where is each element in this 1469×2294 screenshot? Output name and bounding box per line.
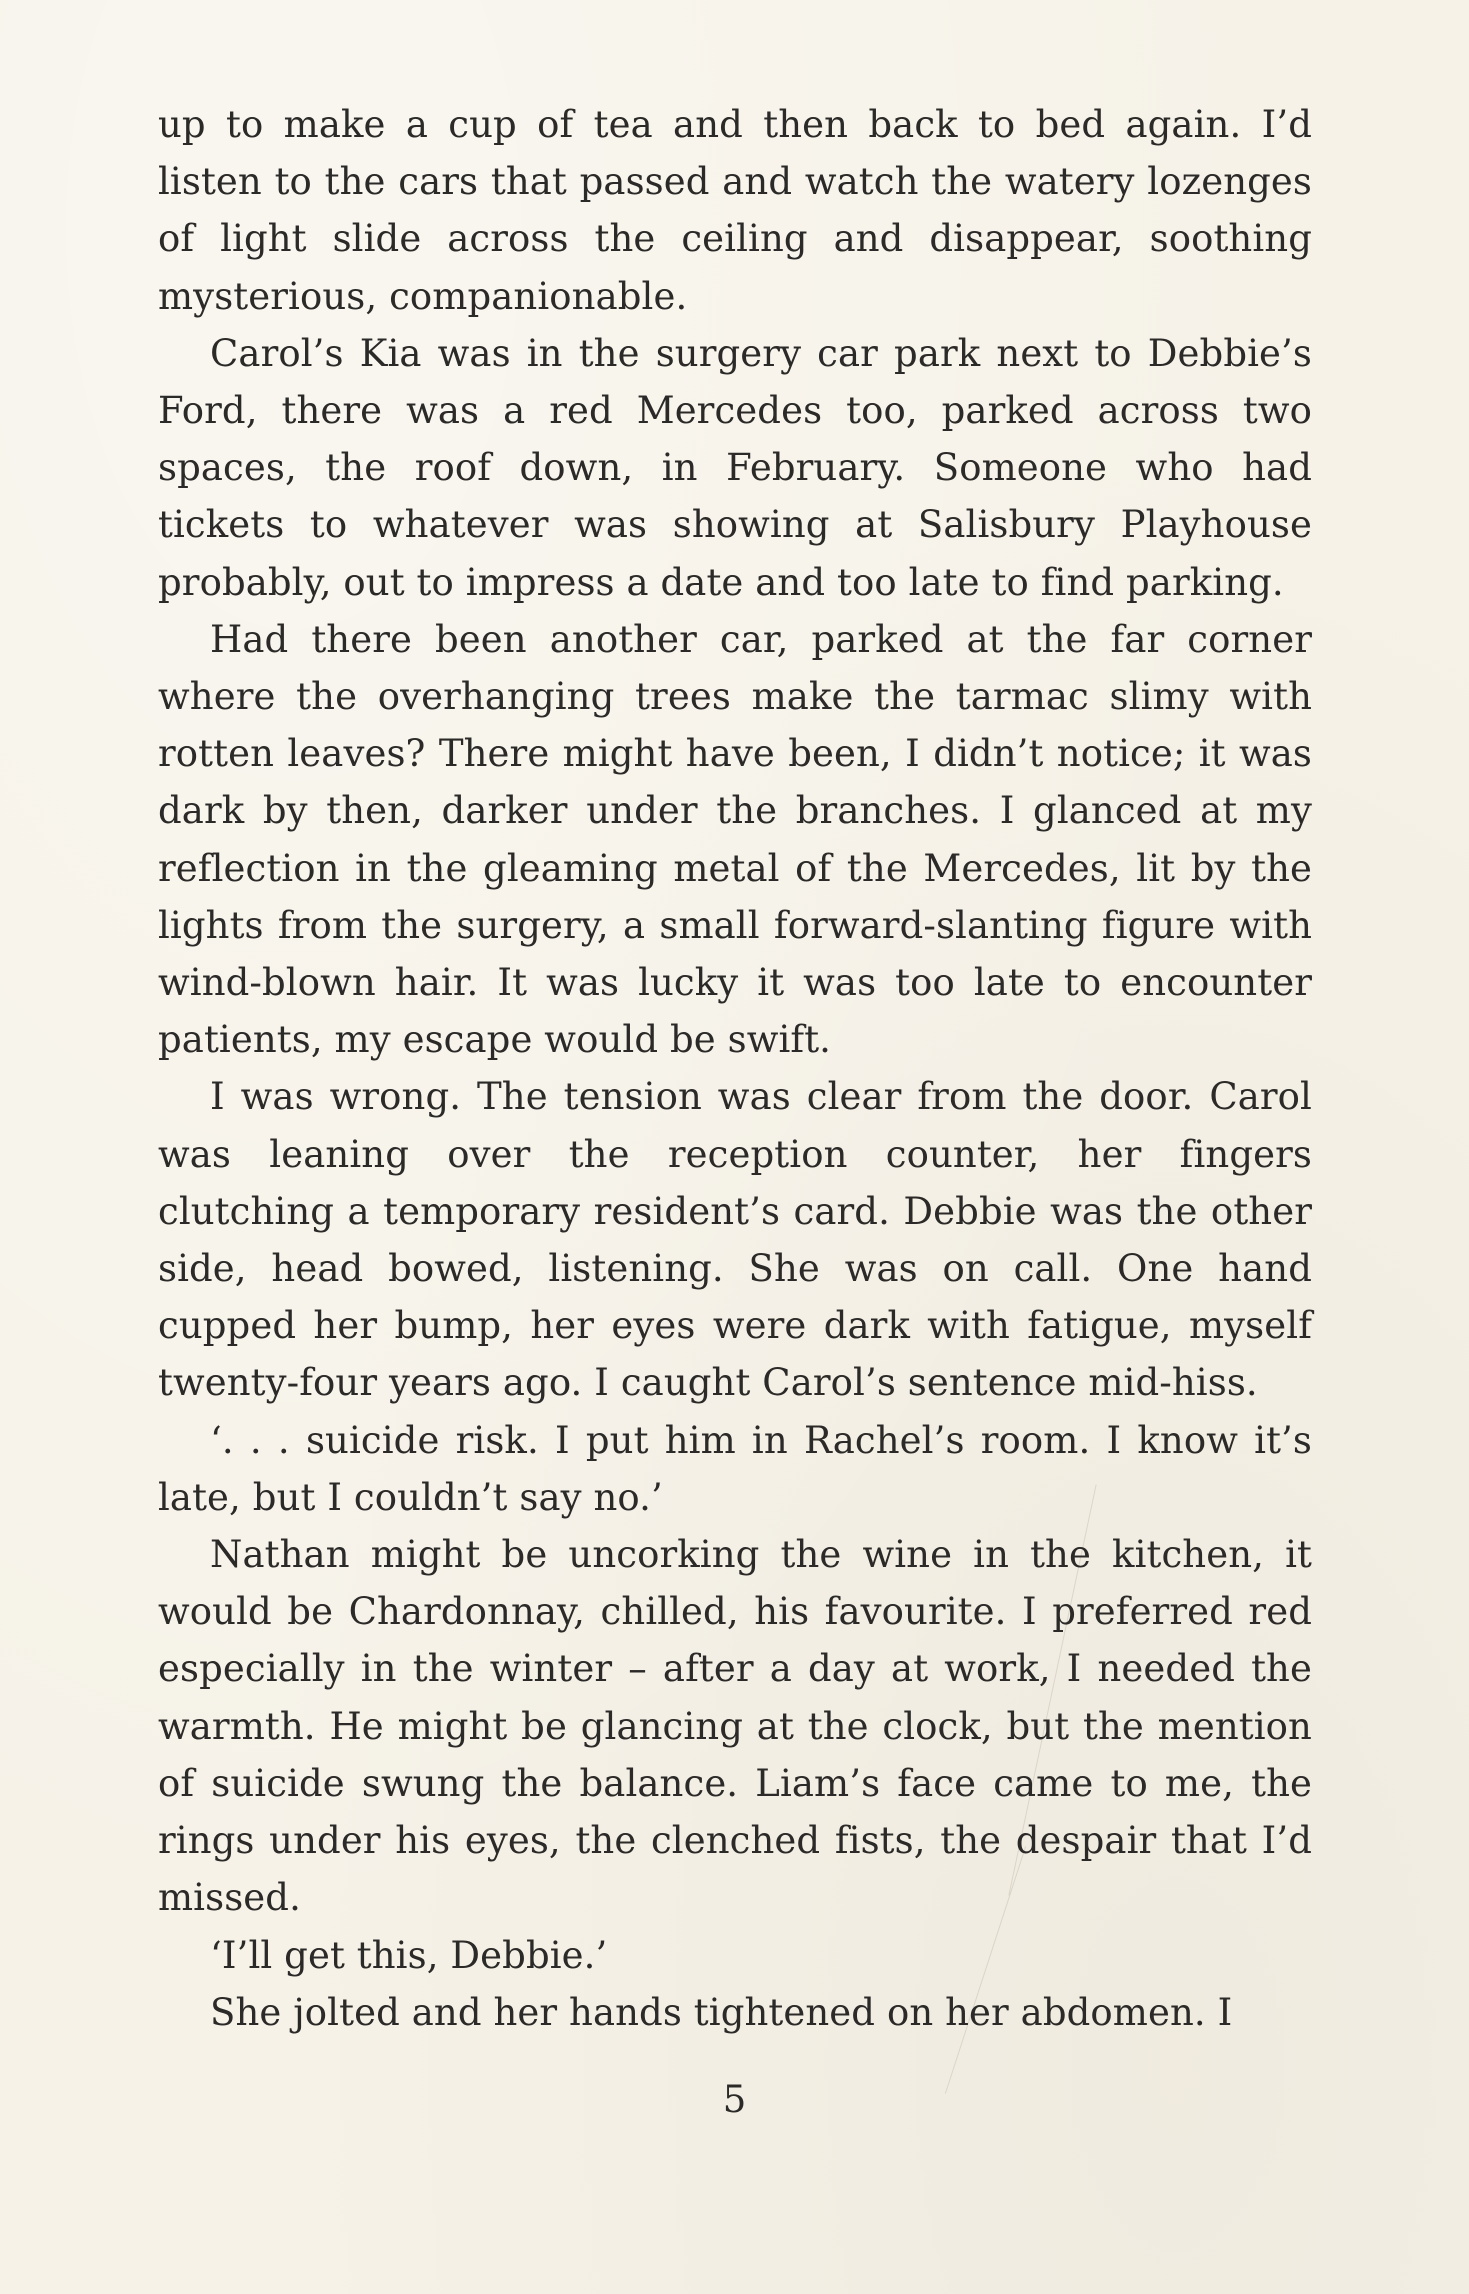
paragraph: Had there been another car, parked at the far corner where the overhanging trees make the tarmac slimy with rotten leaves? There might have been, I didn’t notice; it was dark by then, darker under the branches. I glanced at my reflection in the gleaming metal of the Mercedes, lit by the lights from the surgery, a small forward-slanting figure with wind-blown hair. It was lucky it was too late to encounter patients, my escape would be swift. [158, 617, 1312, 1062]
paragraph: Carol’s Kia was in the surgery car park next to Debbie’s Ford, there was a red Mercedes too, parked across two spaces, the roof down, in February. Someone who had tickets to whatever was showing at Salisbury Playhouse probably, out to impress a date and too late to find parking. [158, 331, 1312, 604]
paragraph: I was wrong. The tension was clear from the door. Carol was leaning over the reception counter, her fingers clutching a temporary resident’s card. Debbie was the other side, head bowed, listening. She was on call. One hand cupped her bump, her eyes were dark with fatigue, myself twenty-four years ago. I caught Carol’s sentence mid-hiss. [158, 1075, 1312, 1405]
paragraph: ‘I’ll get this, Debbie.’ [210, 1933, 608, 1977]
page-number: 5 [722, 2078, 747, 2121]
body-text [158, 96, 1312, 2041]
paragraph: ‘. . . suicide risk. I put him in Rachel’s room. I know it’s late, but I couldn’t say no.’ [158, 1418, 1312, 1519]
paragraph: She jolted and her hands tightened on her abdomen. I [210, 1990, 1233, 2034]
paragraph: Nathan might be uncorking the wine in the kitchen, it would be Chardonnay, chilled, his favourite. I preferred red especially in the winter – after a day at work, I needed the warmth. He might be glancing at the clock, but the mention of suicide swung the balance. Liam’s face came to me, the rings under his eyes, the clenched fists, the despair that I’d missed. [158, 1533, 1312, 1920]
paragraph: up to make a cup of tea and then back to bed again. I’d listen to the cars that passed and watch the watery lozenges of light slide across the ceiling and disappear, soothing mysterious, companionable. [158, 103, 1312, 318]
